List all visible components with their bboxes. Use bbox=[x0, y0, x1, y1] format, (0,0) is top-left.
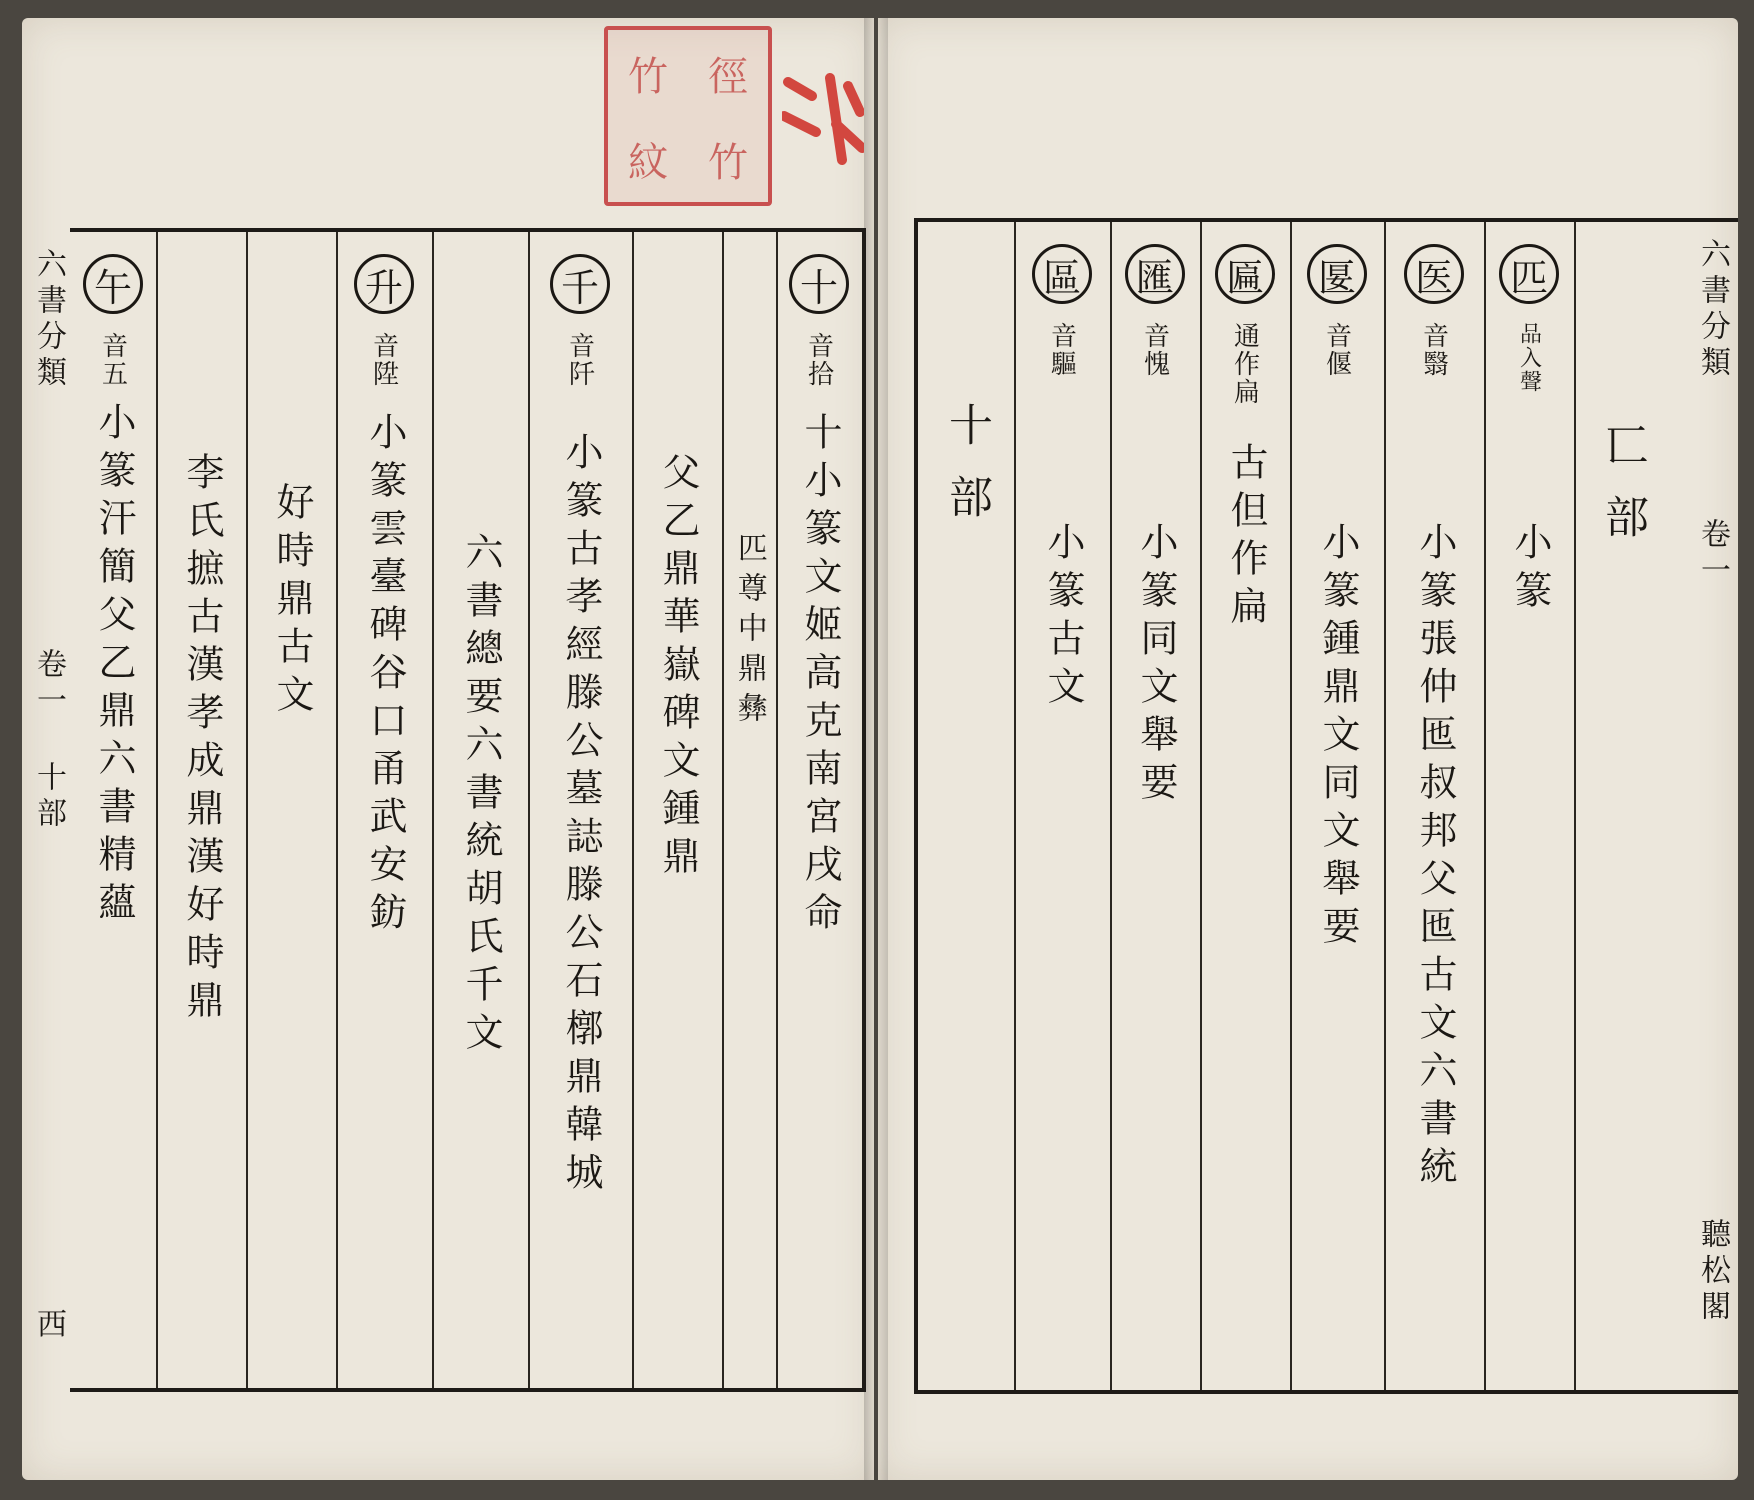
red-stamp-fragment bbox=[782, 72, 864, 166]
book-gutter bbox=[864, 18, 888, 1480]
column bbox=[1384, 222, 1486, 1390]
seal-char: 竹 bbox=[708, 139, 748, 186]
column-text: 小篆張仲匜叔邦父匜古文六書統 bbox=[1412, 522, 1457, 1194]
section-label: 十部 bbox=[941, 402, 992, 546]
column bbox=[1014, 222, 1112, 1390]
page-number: 西 bbox=[31, 1308, 66, 1344]
seal-char: 竹 bbox=[628, 53, 668, 100]
column-text: 六書總要六書統胡氏千文 bbox=[458, 532, 503, 1060]
reading-note: 音驅 bbox=[1046, 322, 1077, 378]
column bbox=[528, 232, 634, 1388]
seal-char: 徑 bbox=[708, 53, 748, 100]
head-character: 升 bbox=[354, 254, 414, 314]
head-character: 医 bbox=[1404, 244, 1464, 304]
right-margin-strip bbox=[1688, 218, 1736, 1394]
column bbox=[1574, 222, 1670, 1390]
column-text: 小篆古孝經滕公墓誌滕公石槨鼎韓城 bbox=[558, 432, 603, 1200]
reading-note: 通作扁 bbox=[1229, 322, 1260, 406]
reading-note: 音五 bbox=[97, 332, 128, 388]
left-text-frame bbox=[70, 228, 866, 1392]
column-text: 小篆雲臺碑谷口甬武安鈁 bbox=[362, 412, 407, 940]
seal-char: 紋 bbox=[628, 139, 668, 186]
head-character: 千 bbox=[550, 254, 610, 314]
column bbox=[156, 232, 248, 1388]
column-text: 古但作扁 bbox=[1223, 442, 1268, 634]
column-text: 小篆鍾鼎文同文舉要 bbox=[1315, 522, 1360, 954]
column-text: 李氏摭古漢孝成鼎漢好時鼎 bbox=[179, 452, 224, 1028]
column-text: 小篆汗簡父乙鼎六書精蘊 bbox=[91, 402, 136, 930]
margin-title: 六書分類 bbox=[1695, 238, 1730, 382]
column bbox=[1200, 222, 1292, 1390]
column bbox=[918, 222, 1016, 1390]
reading-note: 音翳 bbox=[1418, 322, 1449, 378]
column-text: 好時鼎古文 bbox=[269, 482, 314, 722]
margin-title: 六書分類 bbox=[31, 248, 66, 392]
column bbox=[246, 232, 338, 1388]
head-character: 午 bbox=[83, 254, 143, 314]
margin-section: 卷一 bbox=[1695, 518, 1730, 590]
head-character: 區 bbox=[1032, 244, 1092, 304]
reading-note: 音愧 bbox=[1139, 322, 1170, 378]
column-text: 匹尊中鼎彝 bbox=[731, 532, 767, 732]
reading-note: 音阡 bbox=[564, 332, 595, 388]
head-character: 匯 bbox=[1125, 244, 1185, 304]
reading-note: 音偃 bbox=[1321, 322, 1352, 378]
collector-seal bbox=[604, 26, 772, 206]
head-character: 匽 bbox=[1307, 244, 1367, 304]
reading-note: 音拾 bbox=[803, 332, 834, 388]
section-label: 匸部 bbox=[1597, 422, 1648, 566]
column bbox=[722, 232, 778, 1388]
column bbox=[70, 232, 158, 1388]
column bbox=[1484, 222, 1576, 1390]
head-character: 匹 bbox=[1499, 244, 1559, 304]
column-text: 十小篆文姬高克南宮戌命 bbox=[797, 412, 842, 940]
column bbox=[1290, 222, 1386, 1390]
right-text-frame bbox=[914, 218, 1738, 1394]
left-margin-strip bbox=[24, 228, 72, 1392]
column-text: 小篆 bbox=[1507, 522, 1552, 618]
column bbox=[1110, 222, 1202, 1390]
column bbox=[776, 232, 862, 1388]
head-character: 十 bbox=[789, 254, 849, 314]
head-character: 匾 bbox=[1215, 244, 1275, 304]
column-text: 小篆古文 bbox=[1040, 522, 1085, 714]
column bbox=[336, 232, 434, 1388]
reading-note: 音陞 bbox=[368, 332, 399, 388]
column bbox=[632, 232, 724, 1388]
reading-note: 品入聲 bbox=[1516, 322, 1542, 394]
margin-section: 卷一 十部 bbox=[31, 648, 66, 833]
margin-footer: 聽松閣 bbox=[1695, 1218, 1730, 1326]
column-text: 小篆同文舉要 bbox=[1133, 522, 1178, 810]
column bbox=[432, 232, 530, 1388]
column-text: 父乙鼎華嶽碑文鍾鼎 bbox=[655, 452, 700, 884]
